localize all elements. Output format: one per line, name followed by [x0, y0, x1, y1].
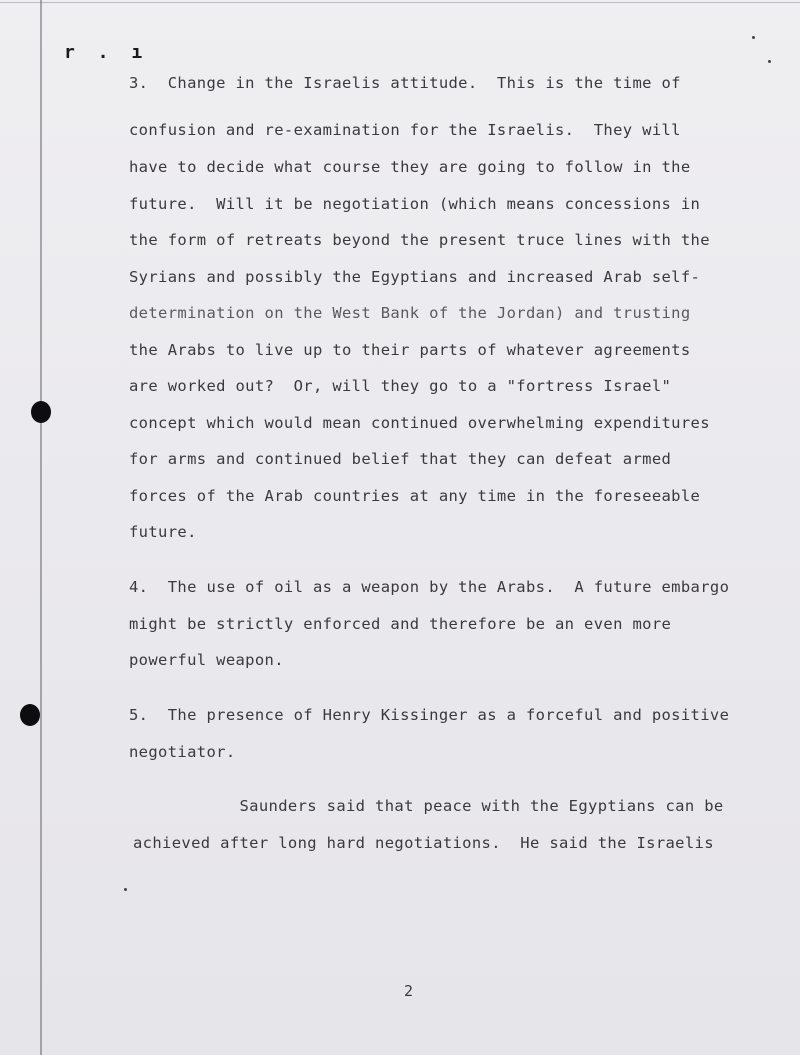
text-line: for arms and continued belief that they can defeat armed	[129, 450, 672, 468]
text-line: 4. The use of oil as a weapon by the Arabs. A future embargo	[129, 578, 730, 596]
text-line: future. Will it be negotiation (which means concessions in	[129, 195, 701, 213]
text-line: might be strictly enforced and therefore be an even more	[129, 615, 672, 633]
corner-mark: r . ı	[64, 42, 149, 63]
text-line: 3. Change in the Israelis attitude. This is the time of	[129, 74, 681, 92]
text-line: 5. The presence of Henry Kissinger as a forceful and positive	[129, 706, 730, 724]
text-line: the Arabs to live up to their parts of whatever agreements	[129, 341, 691, 359]
page-number: 2	[404, 982, 414, 1000]
text-line: negotiator.	[129, 743, 236, 761]
text-line: confusion and re-examination for the Israelis. They will	[129, 121, 681, 139]
punch-hole-bottom	[20, 704, 40, 726]
page-top-edge	[0, 2, 800, 3]
binding-margin-line	[40, 0, 42, 1055]
text-line: are worked out? Or, will they go to a "fortress Israel"	[129, 377, 672, 395]
text-line: achieved after long hard negotiations. He said the Israelis	[133, 834, 714, 852]
text-line: future.	[129, 523, 197, 541]
punch-hole-top	[31, 401, 51, 423]
text-line: the form of retreats beyond the present truce lines with the	[129, 231, 710, 249]
text-line: powerful weapon.	[129, 651, 284, 669]
text-line: Saunders said that peace with the Egyptians can be	[133, 797, 724, 815]
text-line: forces of the Arab countries at any time in the foreseeable	[129, 487, 701, 505]
scan-speck	[768, 60, 771, 63]
text-line: concept which would mean continued overwhelming expenditures	[129, 414, 710, 432]
scan-speck	[752, 36, 755, 39]
text-line: Syrians and possibly the Egyptians and increased Arab self-	[129, 268, 701, 286]
text-line: have to decide what course they are going to follow in the	[129, 158, 691, 176]
scan-speck	[124, 888, 127, 891]
text-line: determination on the West Bank of the Jordan) and trusting	[129, 304, 691, 322]
